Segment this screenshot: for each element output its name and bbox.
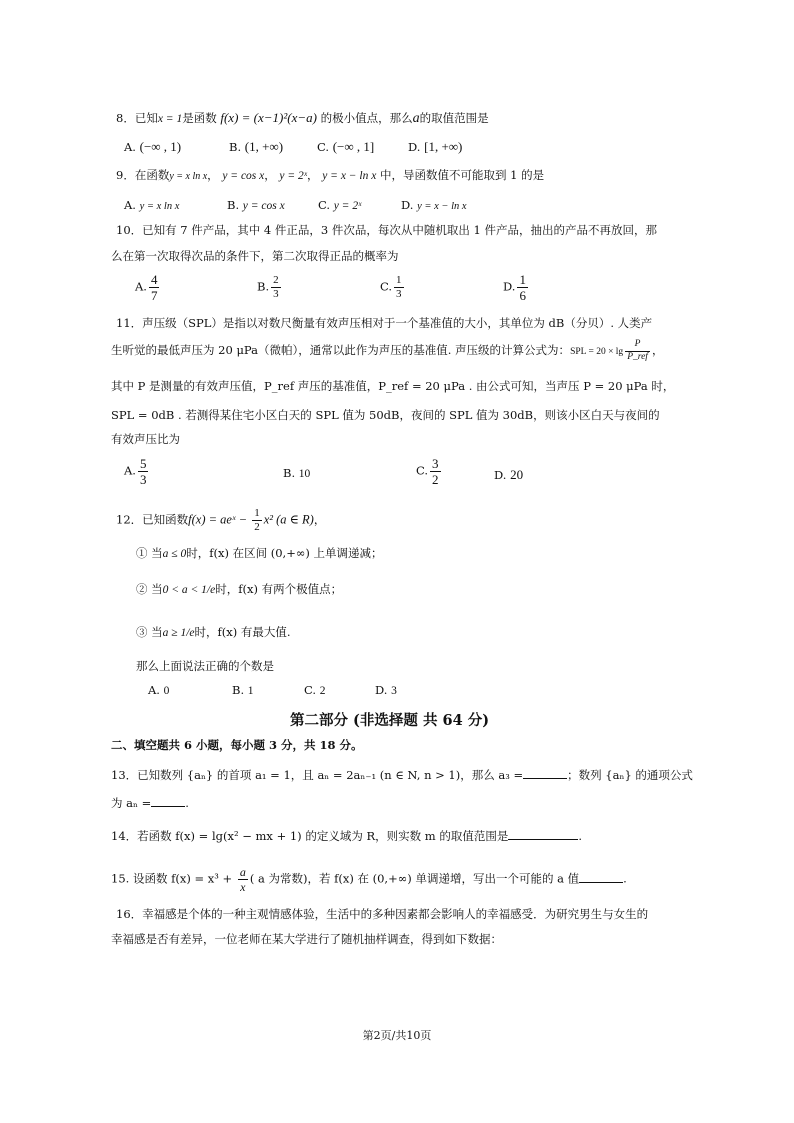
q15-line: 15. 设函数 f(x) = x³ + $\frac{a}{x}$ ( a 为常数)，若 f(x) 在 (0,+∞) 单调递增，写出一个可能的 a 值 . xyxy=(111,865,627,894)
q11-option-b: B. 10 xyxy=(283,466,311,480)
q11-line1: 11．声压级（SPL）是指以对数尺衡量有效声压相对于一个基准值的大小，其单位为 dB（分贝）. 人类产 xyxy=(116,316,653,330)
q12-option-c: C. 2 xyxy=(304,683,326,697)
q8-option-b: B. (1, +∞) xyxy=(229,139,284,154)
page-footer: 第2页/共10页 xyxy=(362,1029,432,1042)
q9-option-a: A. y = x ln x xyxy=(124,198,180,212)
q9-option-c: C. y = 2ˣ xyxy=(318,198,362,212)
q11-option-a: A. $\frac{5}{3}$ xyxy=(124,456,147,487)
q12-option-d: D. 3 xyxy=(375,683,397,697)
section-subtitle: 二、填空题共 6 小题，每小题 3 分，共 18 分。 xyxy=(111,738,363,752)
q11-option-d: D. 20 xyxy=(494,467,524,482)
section-title: 第二部分 (非选择题 共 64 分) xyxy=(290,712,490,729)
q9-option-d: D. y = x − ln x xyxy=(401,198,467,212)
q10-line1: 10．已知有 7 件产品，其中 4 件正品，3 件次品，每次从中随机取出 1 件产品，抽出的产品不再放回，那 xyxy=(116,223,657,237)
q12-item-1: ① 当a ≤ 0时，f(x) 在区间 (0,+∞) 上单调递减； xyxy=(136,546,383,560)
q9-option-b: B. y = cos x xyxy=(227,198,285,212)
q9-stem: 9．在函数y = x ln x， y = cos x， y = 2ˣ， y = x − ln x 中，导函数值不可能取到 1 的是 xyxy=(116,168,545,182)
q12-item-2: ② 当0 < a < 1/e时，f(x) 有两个极值点； xyxy=(136,582,343,596)
q10-option-b: B. $\frac{2}{3}$ xyxy=(257,274,279,300)
q11-option-c: C. $\frac{3}{2}$ xyxy=(416,456,439,487)
q11-line2: 生听觉的最低声压为 20 μPa（微帕），通常以此作为声压的基准值. 声压级的计算公式为：SPL = 20 × lg $\frac{P}{\text{P\_ref}}$ ， xyxy=(111,339,664,362)
q12-option-a: A. 0 xyxy=(148,683,170,697)
q13-line2: 为 aₙ = . xyxy=(111,796,189,810)
q10-option-c: C. $\frac{1}{3}$ xyxy=(380,274,402,300)
q14-line: 14．若函数 f(x) = lg(x² − mx + 1) 的定义域为 R，则实数 m 的取值范围是 . xyxy=(111,829,582,843)
q12-ask: 那么上面说法正确的个数是 xyxy=(136,659,274,673)
q8-option-d: D. [1, +∞) xyxy=(408,139,463,154)
q13-line1: 13．已知数列 {aₙ} 的首项 a₁ = 1，且 aₙ = 2aₙ₋₁ (n ∈ N, n > 1)，那么 a₃ = ；数列 {aₙ} 的通项公式 xyxy=(111,768,693,782)
q14-answer-blank[interactable] xyxy=(508,827,578,840)
q12-item-3: ③ 当a ≥ 1/e时，f(x) 有最大值. xyxy=(136,625,291,639)
q11-line5: 有效声压比为 xyxy=(111,432,180,446)
q8-stem: 8．已知x = 1是函数 f(x) = (x−1)²(x−a) 的极小值点，那么a的取值范围是 xyxy=(116,110,489,126)
q10-option-d: D. $\frac{1}{6}$ xyxy=(503,272,526,303)
q11-line4: SPL = 0dB . 若测得某住宅小区白天的 SPL 值为 50dB，夜间的 SPL 值为 30dB，则该小区白天与夜间的 xyxy=(111,408,660,422)
q13-answer-blank-1[interactable] xyxy=(523,766,567,779)
q15-answer-blank[interactable] xyxy=(579,870,623,883)
q16-line1: 16．幸福感是个体的一种主观情感体验，生活中的多种因素都会影响人的幸福感受．为研究男生与女生的 xyxy=(116,907,649,921)
q12-option-b: B. 1 xyxy=(232,683,254,697)
q16-line2: 幸福感是否有差异，一位老师在某大学进行了随机抽样调查，得到如下数据： xyxy=(111,932,502,946)
q11-line3: 其中 P 是测量的有效声压值，P_ref 声压的基准值，P_ref = 20 μPa . 由公式可知，当声压 P = 20 μPa 时， xyxy=(111,379,675,393)
q8-option-a: A. (−∞ , 1) xyxy=(124,139,182,154)
q10-line2: 么在第一次取得次品的条件下，第二次取得正品的概率为 xyxy=(111,249,399,263)
q13-answer-blank-2[interactable] xyxy=(151,794,185,807)
q10-option-a: A. $\frac{4}{7}$ xyxy=(135,272,158,303)
q12-stem: 12．已知函数f(x) = aeˣ − $\frac{1}{2}$ x² (a ∈ R)， xyxy=(116,507,326,533)
q8-option-c: C. (−∞ , 1] xyxy=(317,139,375,154)
